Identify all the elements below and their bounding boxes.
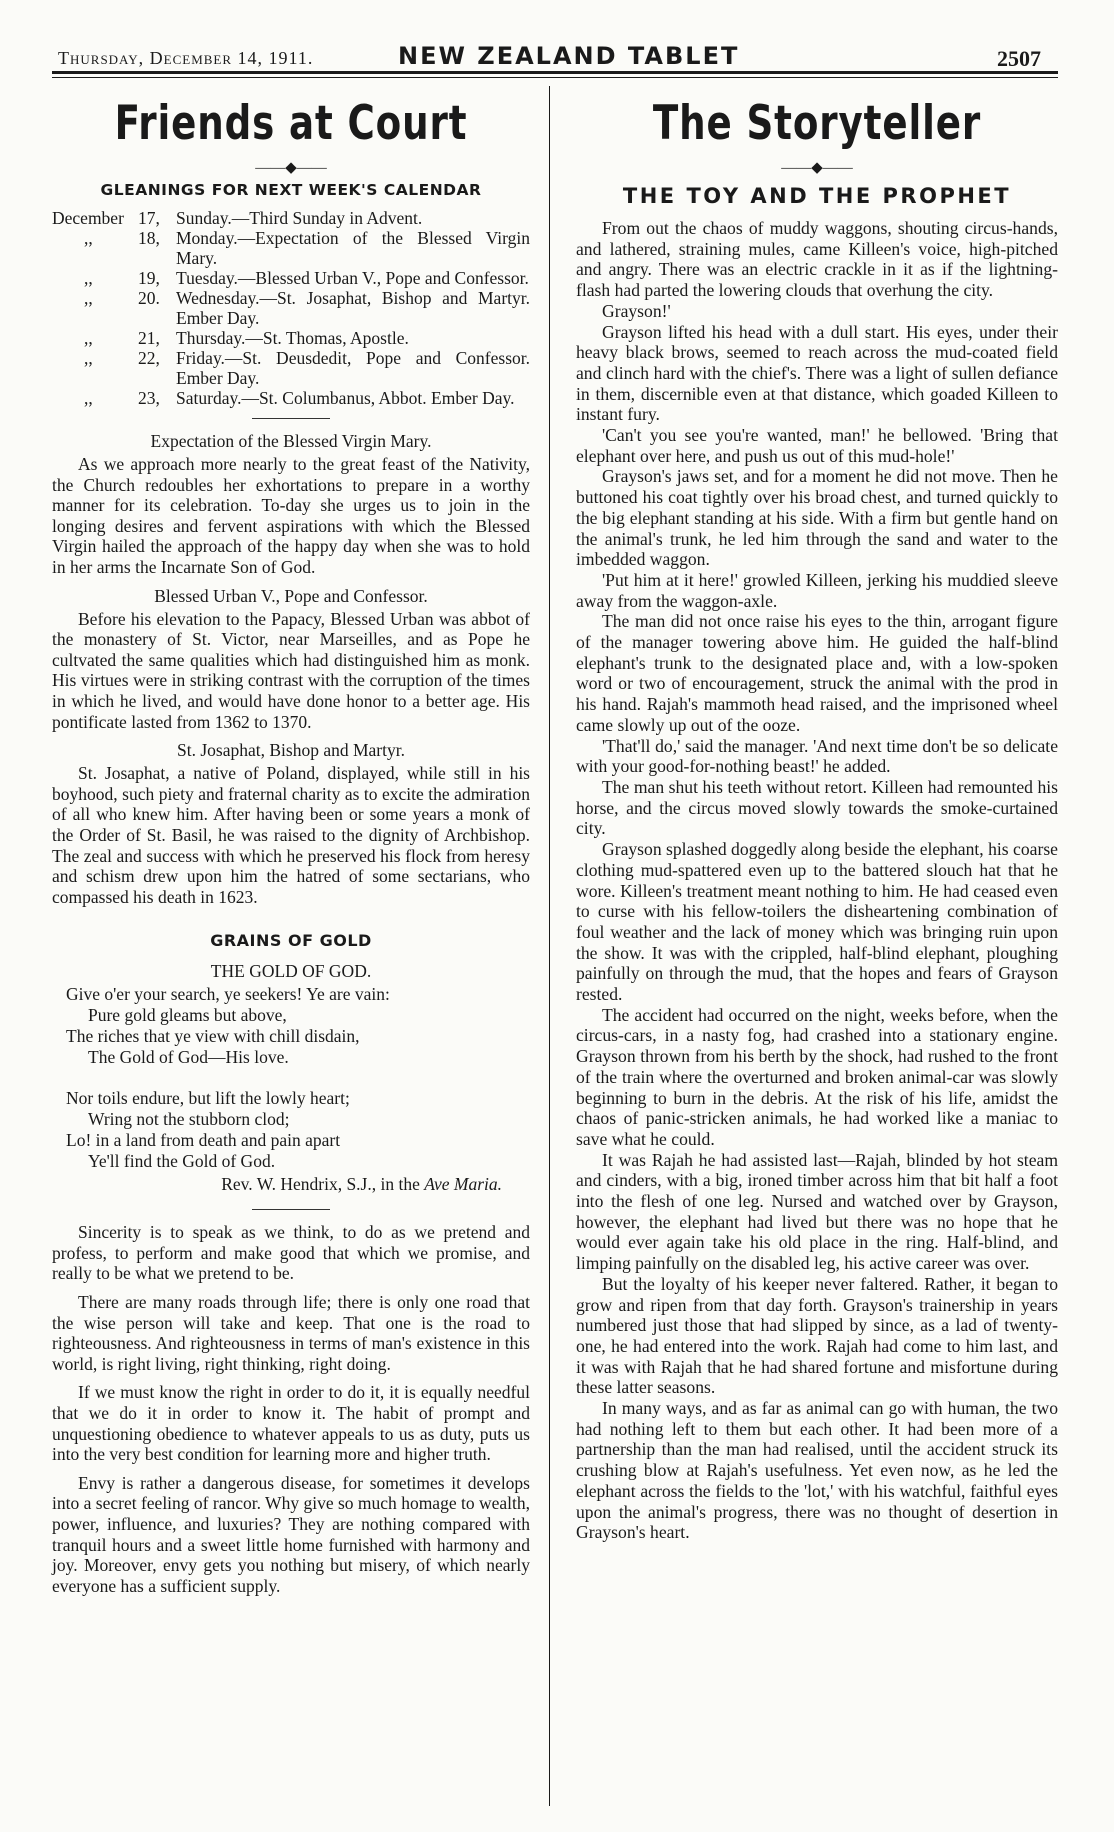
story-paragraph: It was Rajah he had assisted last—Rajah, blinded by hot steam and cinders, with a big, ironed timber across him that bit half a foot into the flesh of one leg. Nursed and watched over by Grayson, however, the elephant had lived but there was no hope that he would ever again take his old place in the ring. Half-blind, and limping painfully on the disabled leg, his active career was over. bbox=[576, 1149, 1058, 1274]
story-paragraph: Grayson lifted his head with a dull start. His eyes, under their heavy black brows, seemed to reach across the mud-coated field and clinch hard with the chief's. There was a light of sullen defiance in them, discernible even at that distance, which goaded Killeen to instant fury. bbox=[576, 321, 1058, 425]
calendar-date: 20. bbox=[138, 288, 160, 308]
calendar-entry bbox=[52, 348, 530, 388]
calendar-date: 17, bbox=[138, 208, 160, 228]
header-rule-thin bbox=[52, 77, 1058, 78]
ornament-divider: ——◆—— bbox=[255, 160, 327, 176]
calendar-text: Wednesday.—St. Josaphat, Bishop and Martyr. Ember Day. bbox=[176, 288, 530, 328]
poem-line: Nor toils endure, but lift the lowly heart; bbox=[66, 1088, 350, 1109]
poem-line: The riches that ye view with chill disdain, bbox=[66, 1026, 360, 1047]
calendar-subtitle: GLEANINGS FOR NEXT WEEK'S CALENDAR bbox=[100, 181, 482, 199]
story-paragraph: The man did not once raise his eyes to the thin, arrogant figure of the manager towering above him. He guided the half-blind elephant's trunk to the designated place and, with a low-spoken word or two of encouragement, struck the animal with the prod in his hand. Rajah's mammoth head raised, and the imprisoned wheel came slowly up out of the ooze. bbox=[576, 611, 1058, 735]
article-paragraph: Sincerity is to speak as we think, to do as we pretend and profess, to perform and make good that which we promise, and really to be what we pretend to be. bbox=[52, 1222, 530, 1284]
calendar-month: ,, bbox=[84, 328, 93, 348]
section-title-friends-at-court: Friends at Court bbox=[114, 96, 468, 151]
column-divider bbox=[549, 86, 550, 1806]
poem bbox=[52, 984, 530, 1172]
article-paragraph: As we approach more nearly to the great feast of the Nativity, the Church redoubles her exhortations to prepare in a worthy manner for its celebration. To-day she urges us to join in the longing desires and fervent aspirations with which the Blessed Virgin hailed the approach of the happy day when she was to hold in her arms the Incarnate Son of God. bbox=[52, 454, 530, 577]
header-rule-thick bbox=[52, 71, 1058, 74]
short-rule bbox=[252, 1209, 330, 1210]
calendar-month: December bbox=[52, 208, 124, 228]
story-paragraph: In many ways, and as far as animal can go with human, the two had nothing left to them but each other. It had been more of a partnership than the man had realised, until the accident struck its crushing blow at Rajah's usefulness. Yet even now, as he led the elephant across the fields to the 'lot,' with his watchful, faithful eyes upon the animal's progress, there was no thought of desertion in Grayson's heart. bbox=[576, 1398, 1058, 1543]
calendar-entry bbox=[52, 328, 530, 348]
calendar-month: ,, bbox=[84, 228, 93, 248]
poem-attribution bbox=[52, 1174, 502, 1195]
calendar-text: Monday.—Expectation of the Blessed Virgin Mary. bbox=[176, 228, 530, 268]
grains-of-gold-heading: GRAINS OF GOLD bbox=[210, 931, 372, 951]
poem-line: Give o'er your search, ye seekers! Ye are vain: bbox=[66, 984, 390, 1005]
article-paragraph: If we must know the right in order to do it, it is equally needful that we do it in order to know it. The habit of prompt and unquestioning obedience to whatever appeals to us as duty, puts us into the very best condition for learning more and higher truth. bbox=[52, 1382, 530, 1465]
page-number: 2507 bbox=[997, 46, 1041, 71]
calendar-text: Tuesday.—Blessed Urban V., Pope and Confessor. bbox=[176, 268, 529, 288]
calendar-entry bbox=[52, 208, 530, 228]
story-paragraph: 'Put him at it here!' growled Killeen, jerking his muddied sleeve away from the waggon-axle. bbox=[576, 569, 1058, 611]
calendar-entry bbox=[52, 388, 530, 408]
calendar-date: 18, bbox=[138, 228, 160, 248]
poem-line: Lo! in a land from death and pain apart bbox=[66, 1130, 341, 1151]
calendar-entry bbox=[52, 268, 530, 288]
poem-title: THE GOLD OF GOD. bbox=[210, 961, 372, 982]
story-paragraph: The accident had occurred on the night, weeks before, when the circus-cars, in a nasty fog, had crashed into a stationary engine. Grayson thrown from his berth by the shock, had rushed to the front of the train where the overturned and broken animal-car was slowly beginning to burn in the debris. At the risk of his life, amidst the chaos of panic-stricken animals, he had worked like a maniac to save what he could. bbox=[576, 1004, 1058, 1149]
calendar-month: ,, bbox=[84, 388, 93, 408]
poem-line: Ye'll find the Gold of God. bbox=[88, 1151, 276, 1172]
calendar-text: Saturday.—St. Columbanus, Abbot. Ember Day. bbox=[176, 388, 515, 408]
right-column bbox=[576, 96, 1058, 1543]
calendar-month: ,, bbox=[84, 268, 93, 288]
story-paragraph: From out the chaos of muddy waggons, shouting circus-hands, and lathered, straining mules, came Killeen's voice, high-pitched and angry. There was an electric crackle in it as if the lightning-flash had parted the lowering clouds that overhung the city. bbox=[576, 218, 1058, 301]
calendar-entry bbox=[52, 228, 530, 268]
story-paragraph: Grayson!' bbox=[602, 300, 671, 321]
left-column bbox=[52, 96, 530, 1596]
poem-line: Pure gold gleams but above, bbox=[88, 1005, 287, 1026]
story-paragraph: 'Can't you see you're wanted, man!' he bellowed. 'Bring that elephant over here, and push us out of this mud-hole!' bbox=[576, 425, 1058, 466]
attribution-source: Ave Maria. bbox=[424, 1174, 502, 1195]
issue-date: Thursday, December 14, 1911. bbox=[58, 48, 314, 68]
calendar-text: Friday.—St. Deusdedit, Pope and Confessor. Ember Day. bbox=[176, 348, 530, 388]
poem-line: The Gold of God—His love. bbox=[88, 1047, 289, 1068]
calendar-date: 22, bbox=[138, 348, 160, 368]
calendar-text: Thursday.—St. Thomas, Apostle. bbox=[176, 328, 409, 348]
story-paragraph: Grayson's jaws set, and for a moment he did not move. Then he buttoned his coat tightly over his broad chest, and turned quickly to the big elephant standing at his side. With a firm but gentle hand on the animal's trunk, he led him through the sand and water to the imbedded waggon. bbox=[576, 466, 1058, 570]
masthead: NEW ZEALAND TABLET bbox=[398, 42, 740, 70]
story-paragraph: Grayson splashed doggedly along beside the elephant, his coarse clothing mud-spattered even up to the battered slouch hat that he wore. Killeen's treatment meant nothing to him. He had ceased even to curse with his fellow-toilers the disheartening combination of foul weather and the lack of money which was bringing ruin upon the show. It was with the crippled, half-blind elephant, ploughing painfully on through the mud, that the hopes and fears of Grayson rested. bbox=[576, 839, 1058, 1005]
section-title-storyteller: The Storyteller bbox=[652, 96, 982, 151]
feast-heading: Blessed Urban V., Pope and Confessor. bbox=[154, 585, 428, 606]
calendar-text: Sunday.—Third Sunday in Advent. bbox=[176, 208, 423, 228]
story-paragraph: 'That'll do,' said the manager. 'And next time don't be so delicate with your good-for-nothing beast!' he added. bbox=[576, 735, 1058, 777]
poem-line: Wring not the stubborn clod; bbox=[88, 1109, 290, 1130]
story-paragraph: The man shut his teeth without retort. Killeen had remounted his horse, and the circus moved slowly towards the smoke-curtained city. bbox=[576, 776, 1058, 839]
story-paragraph: But the loyalty of his keeper never faltered. Rather, it began to grow and ripen from that day forth. Grayson's trainership in years numbered just those that had slipped by since, as a lad of twenty-one, he had entered into the work. Rajah had come to him last, and it was with Rajah that he had shared fortune and misfortune during these latter seasons. bbox=[576, 1273, 1058, 1398]
feast-heading: St. Josaphat, Bishop and Martyr. bbox=[177, 740, 405, 761]
attribution-author: Rev. W. Hendrix, S.J., in the bbox=[221, 1174, 425, 1195]
calendar-list bbox=[52, 208, 530, 408]
calendar-date: 23, bbox=[138, 388, 160, 408]
calendar-month: ,, bbox=[84, 288, 93, 308]
article-paragraph: Envy is rather a dangerous disease, for sometimes it develops into a secret feeling of rancor. Why give so much homage to wealth, power, influence, and luxuries? They are nothing compared with tranquil hours and a sweet little home furnished with harmony and joy. Moreover, envy gets you nothing but misery, of which nearly everyone has a sufficient supply. bbox=[52, 1472, 530, 1596]
article-paragraph: There are many roads through life; there is only one road that the wise person will take and keep. That one is the road to righteousness. And righteousness in terms of man's existence in this world, is right living, right thinking, right doing. bbox=[52, 1292, 530, 1374]
article-paragraph: Before his elevation to the Papacy, Blessed Urban was abbot of the monastery of St. Victor, near Marseilles, and as Pope he cultvated the same qualities which had distinguished him as monk. His virtues were in striking contrast with the corruption of the times in which he lived, and would have done honor to a better age. His pontificate lasted from 1362 to 1370. bbox=[52, 608, 530, 732]
feast-heading: Expectation of the Blessed Virgin Mary. bbox=[150, 431, 432, 451]
calendar-entry bbox=[52, 288, 530, 328]
calendar-date: 21, bbox=[138, 328, 160, 348]
article-paragraph: St. Josaphat, a native of Poland, displayed, while still in his boyhood, such piety and fraternal charity as to excite the admiration of all who knew him. After having been or some years a monk of the Order of St. Basil, he was raised to the dignity of Archbishop. The zeal and success with which he preserved his flock from heresy and schism drew upon him the hatred of some sectarians, who compassed his death in 1623. bbox=[52, 763, 530, 907]
short-rule bbox=[252, 418, 330, 419]
calendar-date: 19, bbox=[138, 268, 160, 288]
ornament-divider: ——◆—— bbox=[781, 160, 853, 176]
story-title: THE TOY AND THE PROPHET bbox=[622, 184, 1012, 208]
calendar-month: ,, bbox=[84, 348, 93, 368]
